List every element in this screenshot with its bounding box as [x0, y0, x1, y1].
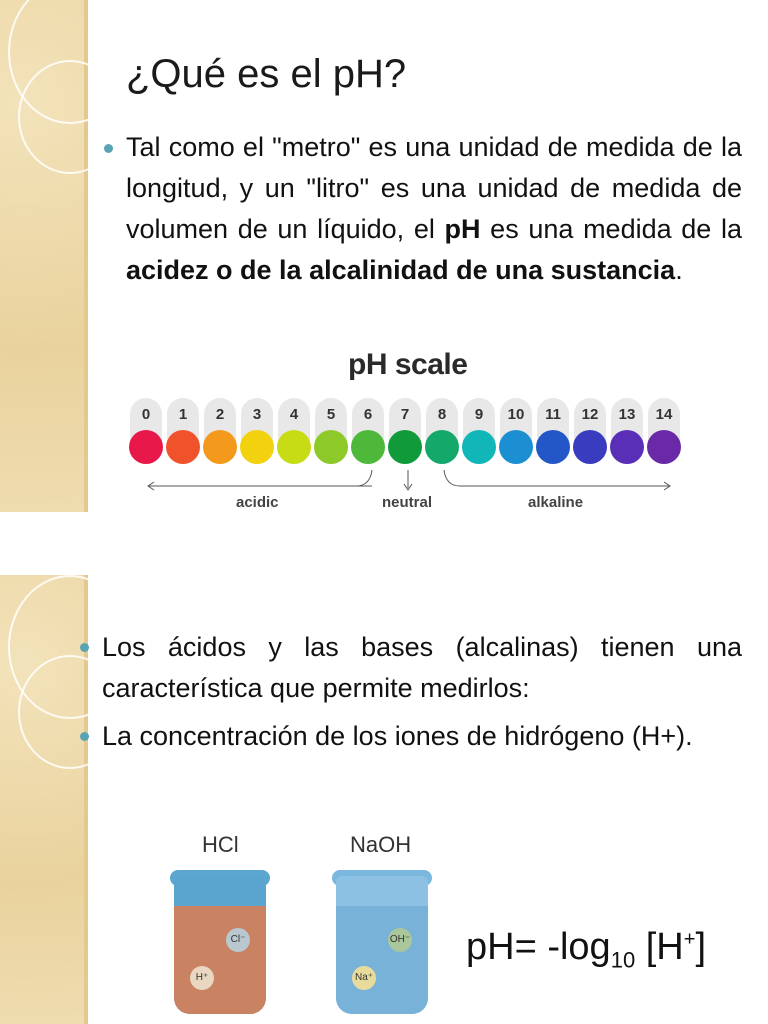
beaker-label-hcl: HCl: [202, 832, 239, 857]
formula-lhs: pH= -log: [466, 926, 611, 968]
ion-na: Na⁺: [352, 966, 376, 990]
ph-color-ball: [277, 430, 311, 464]
ph-color-ball: [536, 430, 570, 464]
acidic-arrow-head: [148, 482, 154, 490]
formula-log-base: 10: [610, 947, 636, 973]
ph-color-ball: [462, 430, 496, 464]
label-acidic: acidic: [236, 494, 279, 511]
beaker-label-naoh: NaOH: [350, 832, 412, 857]
ph-color-ball: [647, 430, 681, 464]
ph-color-ball: [203, 430, 237, 464]
text-acidez-bold: acidez o de la alcalinidad de una sustancia: [126, 255, 676, 285]
beaker-hcl: [174, 876, 266, 1014]
page-gap: [0, 512, 768, 575]
alkaline-arrow-head: [664, 482, 670, 490]
ph-scale-title: pH scale: [348, 348, 468, 381]
ph-color-ball: [166, 430, 200, 464]
ph-formula: [466, 926, 706, 974]
ph-color-ball: [129, 430, 163, 464]
ph-value-label: 5: [326, 406, 336, 423]
ph-value-label: 0: [141, 406, 151, 423]
ph-value-label: 7: [400, 406, 410, 423]
text-segment: es una medida de la: [480, 214, 742, 244]
bullet-acids-bases: Los ácidos y las bases (alcalinas) tienen una característica que permite medirlos:: [102, 632, 742, 703]
ph-value-label: 8: [437, 406, 447, 423]
label-neutral: neutral: [382, 494, 433, 511]
ph-value-label: 2: [215, 406, 225, 423]
beaker-naoh: [336, 876, 428, 1014]
ion-h: H⁺: [190, 966, 214, 990]
ph-color-ball: [425, 430, 459, 464]
ph-value-label: 14: [655, 406, 673, 423]
definition-paragraph: [126, 127, 742, 291]
ion-cl: Cl⁻: [226, 928, 250, 952]
formula-close: ]: [695, 926, 706, 968]
ph-value-label: 12: [581, 406, 599, 423]
slide-title: ¿Qué es el pH?: [126, 52, 407, 96]
bullet-dot: [80, 643, 89, 652]
ph-value-label: 13: [618, 406, 636, 423]
ph-value-label: 11: [545, 406, 561, 423]
text-ph-bold: pH: [444, 214, 481, 244]
hcl-liquid: [174, 906, 266, 1014]
decorative-arc: [18, 60, 122, 174]
ph-value-label: 10: [507, 406, 525, 423]
neutral-arrow: [404, 470, 412, 490]
ph-color-ball: [351, 430, 385, 464]
formula-bracket: [H: [645, 926, 684, 968]
naoh-liquid: [336, 906, 428, 1014]
bullet-dot: [104, 144, 113, 153]
ph-color-ball: [314, 430, 348, 464]
bullet-hydrogen-ions: La concentración de los iones de hidrógeno (H+).: [102, 721, 693, 751]
ph-color-ball: [240, 430, 274, 464]
alkaline-curve: [444, 470, 460, 486]
label-alkaline: alkaline: [528, 494, 584, 511]
ph-value-label: 4: [289, 406, 299, 423]
text-segment: Tal como el "metro" es una unidad de medida de la longitud, y un "litro" es una unidad de medida de volumen de un líquido, el: [126, 132, 742, 244]
ion-oh: OH⁻: [388, 928, 412, 952]
ph-value-label: 1: [178, 406, 188, 423]
ph-color-ball: [610, 430, 644, 464]
acidic-curve: [356, 470, 372, 486]
ph-color-ball: [499, 430, 533, 464]
ph-color-ball: [388, 430, 422, 464]
formula-sup: +: [683, 928, 696, 951]
text-segment: .: [675, 255, 683, 285]
ph-value-label: 9: [474, 406, 484, 423]
ph-color-ball: [573, 430, 607, 464]
ph-value-label: 3: [252, 406, 262, 423]
ph-value-label: 6: [363, 406, 373, 423]
bullet-dot: [80, 732, 89, 741]
